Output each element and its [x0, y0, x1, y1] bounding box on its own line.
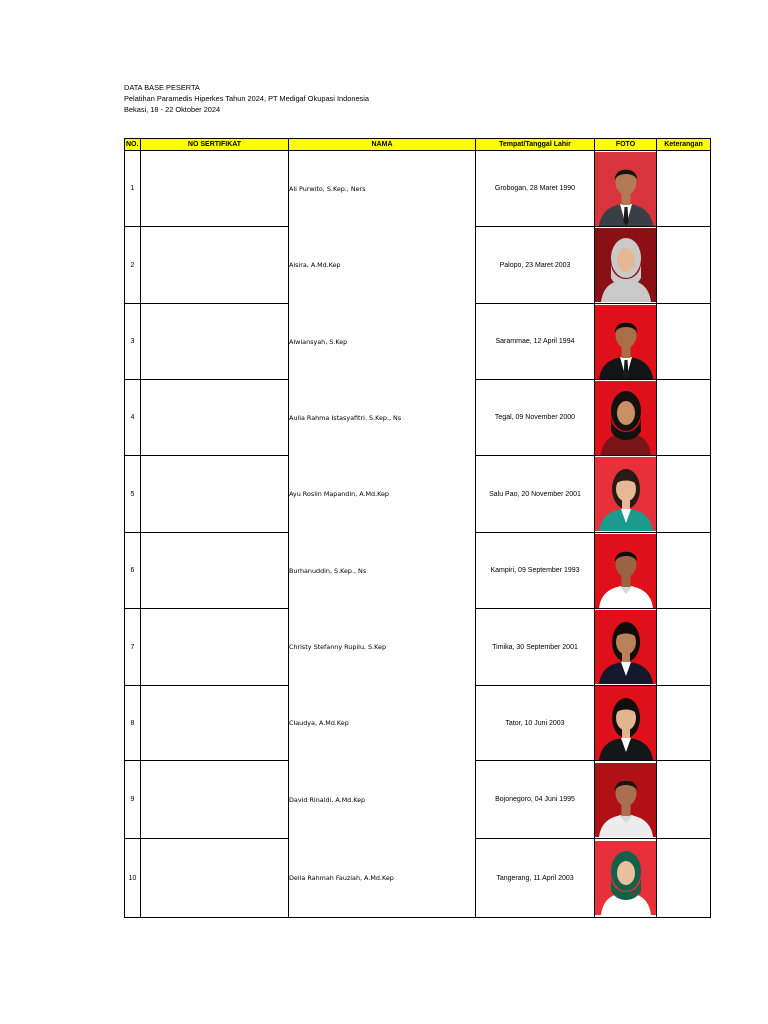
table-row: [125, 686, 711, 761]
cell-no[interactable]: 3: [125, 304, 141, 380]
cell-no-sertifikat[interactable]: [141, 686, 289, 761]
participant-photo: [595, 686, 657, 760]
participant-photo: [595, 763, 657, 837]
cell-nama[interactable]: Claudya, A.Md.Kep: [289, 686, 476, 761]
cell-foto[interactable]: [595, 151, 657, 227]
cell-no[interactable]: 9: [125, 761, 141, 839]
cell-foto[interactable]: [595, 533, 657, 609]
cell-foto[interactable]: [595, 227, 657, 304]
cell-keterangan[interactable]: [657, 686, 711, 761]
cell-nama[interactable]: Aulia Rahma Istasyafitri. S.Kep., Ns: [289, 380, 476, 456]
cell-foto[interactable]: [595, 686, 657, 761]
cell-keterangan[interactable]: [657, 533, 711, 609]
column-header-ttl[interactable]: Tempat/Tanggal Lahir: [476, 139, 595, 151]
cell-no[interactable]: 8: [125, 686, 141, 761]
table-row: [125, 761, 711, 839]
column-header-sertifikat[interactable]: NO SERTIFIKAT: [141, 139, 289, 151]
cell-nama[interactable]: Burhanuddin, S.Kep., Ns: [289, 533, 476, 609]
cell-keterangan[interactable]: [657, 761, 711, 839]
table-row: [125, 609, 711, 686]
table-row: [125, 227, 711, 304]
cell-no[interactable]: 7: [125, 609, 141, 686]
cell-no-sertifikat[interactable]: [141, 227, 289, 304]
cell-no[interactable]: 2: [125, 227, 141, 304]
cell-keterangan[interactable]: [657, 151, 711, 227]
participant-photo: [595, 610, 657, 684]
cell-no-sertifikat[interactable]: [141, 151, 289, 227]
sheet-subtitle: Pelatihan Paramedis Hiperkes Tahun 2024, PT Medigaf Okupasi Indonesia: [124, 94, 369, 103]
column-header-keterangan[interactable]: Keterangan: [657, 139, 711, 151]
column-header-no[interactable]: NO.: [125, 139, 141, 151]
table-row: [125, 380, 711, 456]
cell-no-sertifikat[interactable]: [141, 533, 289, 609]
cell-no[interactable]: 5: [125, 456, 141, 533]
participant-photo: [595, 381, 657, 455]
cell-tempat-tanggal-lahir[interactable]: Kampiri, 09 September 1993: [476, 533, 595, 609]
cell-no[interactable]: 6: [125, 533, 141, 609]
cell-tempat-tanggal-lahir[interactable]: Sarammae, 12 April 1994: [476, 304, 595, 380]
cell-no[interactable]: 4: [125, 380, 141, 456]
table-header-row: [125, 139, 711, 151]
table-row: [125, 456, 711, 533]
participant-photo: [595, 305, 657, 379]
column-header-foto[interactable]: FOTO: [595, 139, 657, 151]
cell-tempat-tanggal-lahir[interactable]: Bojonegoro, 04 Juni 1995: [476, 761, 595, 839]
sheet-date-location: Bekasi, 18 - 22 Oktober 2024: [124, 105, 221, 114]
table-row: [125, 839, 711, 918]
sheet-title: DATA BASE PESERTA: [124, 83, 200, 92]
cell-nama[interactable]: David Rinaldi, A.Md.Kep: [289, 761, 476, 839]
cell-tempat-tanggal-lahir[interactable]: Timika, 30 September 2001: [476, 609, 595, 686]
cell-no-sertifikat[interactable]: [141, 761, 289, 839]
cell-tempat-tanggal-lahir[interactable]: Tator, 10 Juni 2003: [476, 686, 595, 761]
participant-photo: [595, 534, 657, 608]
participant-photo: [595, 152, 657, 226]
cell-tempat-tanggal-lahir[interactable]: Salu Pao, 20 November 2001: [476, 456, 595, 533]
cell-nama[interactable]: Ayu Roslin Mapandin, A.Md.Kep: [289, 456, 476, 533]
cell-no[interactable]: 1: [125, 151, 141, 227]
cell-no-sertifikat[interactable]: [141, 609, 289, 686]
table-row: [125, 304, 711, 380]
table-row: [125, 151, 711, 227]
cell-keterangan[interactable]: [657, 304, 711, 380]
cell-foto[interactable]: [595, 380, 657, 456]
participant-table: [124, 138, 711, 918]
participant-photo: [595, 228, 657, 302]
cell-keterangan[interactable]: [657, 456, 711, 533]
cell-nama[interactable]: Christy Stefanny Rupilu, S.Kep: [289, 609, 476, 686]
cell-foto[interactable]: [595, 456, 657, 533]
cell-tempat-tanggal-lahir[interactable]: Tegal, 09 November 2000: [476, 380, 595, 456]
cell-tempat-tanggal-lahir[interactable]: Tangerang, 11 April 2003: [476, 839, 595, 918]
cell-foto[interactable]: [595, 609, 657, 686]
cell-nama[interactable]: Alsira, A.Md.Kep: [289, 227, 476, 304]
cell-no[interactable]: 10: [125, 839, 141, 918]
cell-keterangan[interactable]: [657, 609, 711, 686]
table-row: [125, 533, 711, 609]
cell-foto[interactable]: [595, 839, 657, 918]
cell-no-sertifikat[interactable]: [141, 304, 289, 380]
participant-photo: [595, 457, 657, 531]
cell-tempat-tanggal-lahir[interactable]: Grobogan, 28 Maret 1990: [476, 151, 595, 227]
cell-no-sertifikat[interactable]: [141, 839, 289, 918]
cell-no-sertifikat[interactable]: [141, 456, 289, 533]
cell-keterangan[interactable]: [657, 839, 711, 918]
cell-foto[interactable]: [595, 761, 657, 839]
cell-no-sertifikat[interactable]: [141, 380, 289, 456]
column-header-nama[interactable]: NAMA: [289, 139, 476, 151]
cell-keterangan[interactable]: [657, 227, 711, 304]
cell-nama[interactable]: Ali Purwito, S.Kep., Ners: [289, 151, 476, 227]
cell-foto[interactable]: [595, 304, 657, 380]
cell-keterangan[interactable]: [657, 380, 711, 456]
cell-nama[interactable]: Alwiansyah, S.Kep: [289, 304, 476, 380]
participant-photo: [595, 841, 657, 915]
cell-tempat-tanggal-lahir[interactable]: Palopo, 23 Maret 2003: [476, 227, 595, 304]
cell-nama[interactable]: Della Rahmah Fauziah, A.Md.Kep: [289, 839, 476, 918]
